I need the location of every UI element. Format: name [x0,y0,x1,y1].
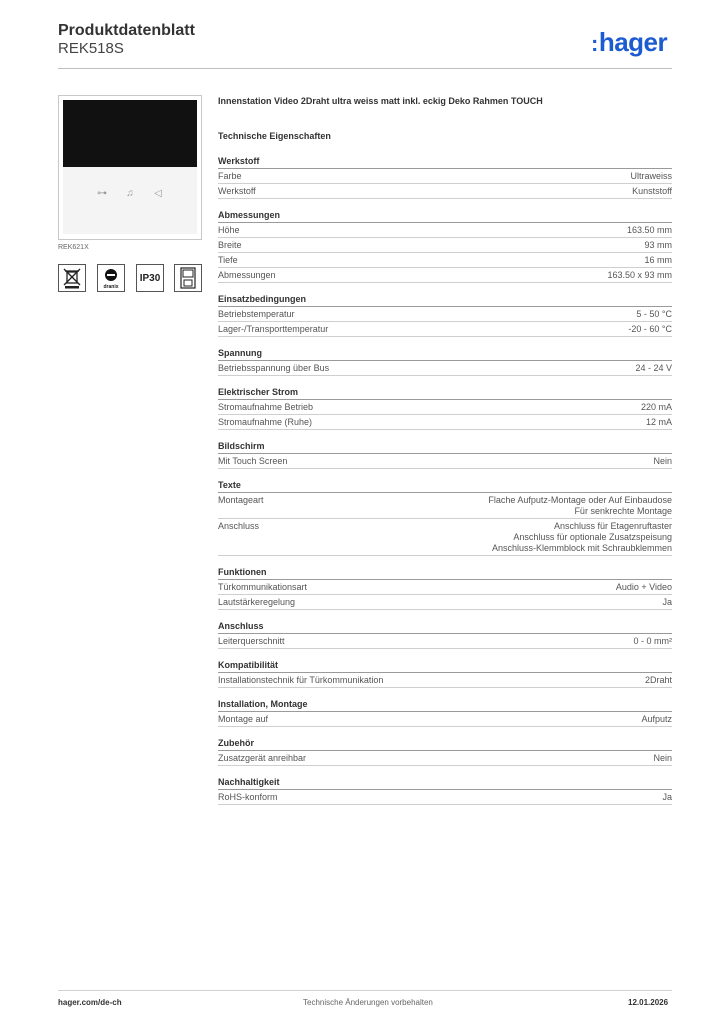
spec-label: Stromaufnahme Betrieb [218,402,314,412]
spec-value [653,456,672,467]
spec-section [218,697,672,727]
spec-row [218,790,672,805]
spec-value-line: -20 - 60 °C [628,324,672,334]
device-illustration [63,100,197,234]
spec-value [632,186,672,197]
section-title: Abmessungen [218,208,672,223]
spec-value [644,255,672,266]
spec-value [607,270,672,281]
spec-value [644,240,672,251]
spec-value-line: Kunststoff [632,186,672,196]
section-title: Elektrischer Strom [218,385,672,400]
spec-section [218,478,672,556]
header-divider [58,68,672,69]
spec-section [218,775,672,805]
spec-label: RoHS-konform [218,792,278,802]
device-buttons [63,188,197,199]
spec-value [662,597,672,608]
footer-website-link[interactable]: hager.com/de-ch [58,998,122,1007]
spec-section [218,619,672,649]
section-title: Kompatibilität [218,658,672,673]
spec-value [653,753,672,764]
section-title: Funktionen [218,565,672,580]
footer-date: 12.01.2026 [628,998,669,1007]
section-title: Einsatzbedingungen [218,292,672,307]
section-title: Spannung [218,346,672,361]
section-title: Anschluss [218,619,672,634]
spec-row [218,595,672,610]
weee-icon [58,264,86,292]
spec-label: Leiterquerschnitt [218,636,285,646]
spec-value-line: 12 mA [645,417,672,427]
footer-divider [58,990,672,991]
spec-row [218,253,672,268]
spec-row [218,493,672,519]
hager-logo: :hager [591,27,668,57]
product-description: Innenstation Video 2Draht ultra weiss matt inkl. eckig Deko Rahmen TOUCH [218,96,543,106]
spec-row [218,268,672,283]
spec-value-line: Audio + Video [615,582,672,592]
section-title: Zubehör [218,736,672,751]
spec-row [218,519,672,556]
spec-row [218,223,672,238]
product-image [58,95,202,240]
key-icon: ⊶ [97,188,107,199]
spec-label: Betriebsspannung über Bus [218,363,330,373]
spec-value-line: Ultraweiss [630,171,672,181]
spec-label: Anschluss [218,521,260,531]
spec-value [616,582,672,593]
spec-row [218,712,672,727]
spec-label: Lager-/Transporttemperatur [218,324,329,334]
section-title: Installation, Montage [218,697,672,712]
spec-label: Farbe [218,171,242,181]
spec-value-line: Ja [662,597,672,607]
device-screen [63,100,197,167]
spec-value-line: Nein [653,456,672,466]
product-sku: REK518S [58,40,124,57]
spec-value-line: Anschluss für optionale Zusatzspeisung [513,532,672,542]
spec-value-line: 93 mm [644,240,672,250]
spec-label: Stromaufnahme (Ruhe) [218,417,313,427]
spec-section [218,154,672,199]
spec-value-line: 220 mA [640,402,672,412]
spec-value-line: Anschluss-Klemmblock mit Schraubklemmen [491,543,672,553]
spec-section [218,385,672,430]
spec-value [645,675,672,686]
spec-section [218,208,672,283]
spec-section [218,565,672,610]
logo-text: hager [598,27,668,57]
spec-label: Höhe [218,225,240,235]
device-icon [174,264,202,292]
spec-value-line: 16 mm [644,255,672,265]
spec-value [628,324,672,335]
spec-value-line: 5 - 50 °C [636,309,672,319]
spec-value-line: Flache Aufputz-Montage oder Auf Einbaudose [488,495,672,505]
spec-value [630,171,672,182]
tech-heading: Technische Eigenschaften [218,131,331,141]
spec-row [218,322,672,337]
spec-row [218,673,672,688]
spec-label: Breite [218,240,242,250]
spec-label: Betriebstemperatur [218,309,295,319]
spec-label: Installationstechnik für Türkommunikation [218,675,384,685]
spec-section [218,658,672,688]
spec-value-line: 0 - 0 mm² [633,636,672,646]
spec-value [636,309,672,320]
bell-icon: ♫ [126,188,134,199]
spec-row [218,169,672,184]
spec-label: Mit Touch Screen [218,456,288,466]
dranix-icon [97,264,125,292]
spec-label: Lautstärkeregelung [218,597,296,607]
spec-section [218,292,672,337]
section-title: Nachhaltigkeit [218,775,672,790]
spec-value-line: 24 - 24 V [635,363,672,373]
spec-row [218,238,672,253]
spec-value [662,792,672,803]
spec-value-line: Ja [662,792,672,802]
spec-section [218,346,672,376]
spec-value-line: 2Draht [644,675,672,685]
spec-value-line: Für senkrechte Montage [574,506,672,516]
spec-value [633,636,672,647]
image-caption: REK621X [58,244,89,251]
spec-value [488,495,672,517]
section-title: Werkstoff [218,154,672,169]
spec-value-line: Anschluss für Etagenruftaster [553,521,672,531]
spec-section [218,439,672,469]
spec-section [218,736,672,766]
spec-value [492,521,672,554]
footer-notice: Technische Änderungen vorbehalten [303,998,433,1007]
spec-row [218,634,672,649]
spec-label: Montage auf [218,714,269,724]
spec-value [641,714,672,725]
spec-row [218,580,672,595]
spec-label: Türkommunikationsart [218,582,308,592]
spec-label: Werkstoff [218,186,256,196]
spec-label: Abmessungen [218,270,276,280]
section-title: Texte [218,478,672,493]
spec-value [646,417,672,428]
spec-row [218,454,672,469]
spec-row [218,415,672,430]
svg-text:dranix: dranix [103,284,119,290]
spec-row [218,751,672,766]
spec-value-line: Nein [653,753,672,763]
spec-label: Tiefe [218,255,238,265]
spec-row [218,361,672,376]
spec-value-line: 163.50 x 93 mm [607,270,672,280]
section-title: Bildschirm [218,439,672,454]
spec-row [218,400,672,415]
spec-value [635,363,672,374]
spec-row [218,307,672,322]
spec-value-line: Aufputz [641,714,672,724]
spec-value [627,225,672,236]
spec-row [218,184,672,199]
speaker-icon: ◁ [154,188,162,199]
page-title: Produktdatenblatt [58,22,195,39]
spec-value [641,402,672,413]
spec-sections [218,154,672,814]
ip30-badge: IP30 [136,264,164,292]
spec-value-line: 163.50 mm [626,225,672,235]
spec-label: Zusatzgerät anreihbar [218,753,307,763]
spec-label: Montageart [218,495,264,505]
